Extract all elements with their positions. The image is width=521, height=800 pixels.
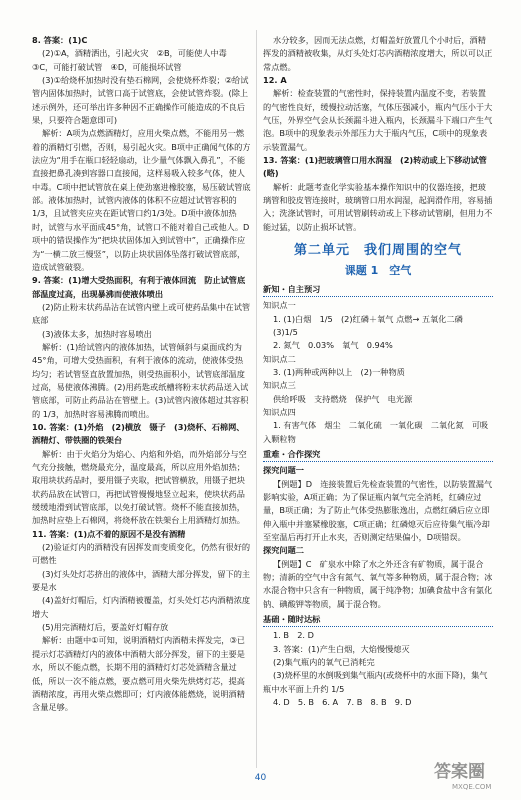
example-2: 【例题】C 矿泉水中除了水之外还含有矿物质，属于混合物；清新的空气中含有氮气、氧气等多种物质，属于混合物；冰水混合物中只含有一种物质，属于纯净物；加碘食盐中含有氯化钠、碘酸钾等物质，属于混合物。 (263, 558, 493, 609)
kp2-label: 知识点二 (263, 353, 296, 364)
answer-paragraph: 解析：此题考查化学实验基本操作知识中的仪器连接，把玻璃管和胶皮管连接时，玻璃管口用水润湿，起润滑作用，容易插入；洗涤试管时，可用试管刷转动或上下移动试管刷，但用力不能过猛，以防止损坏试管。 (263, 181, 493, 232)
watermark-logo: 答案圈 (434, 762, 485, 782)
section-basic (263, 613, 493, 627)
answer-item: (3)烧杯里的水倒吸到集气瓶内(或烧杯中的水面下降)，集气瓶中水平面上升约 1/5 (263, 670, 488, 694)
answer-paragraph: (3)灯头处灯芯挤出的液体中，酒精大部分挥发，留下的主要是水 (32, 568, 251, 593)
kp-item: 供给呼吸 支持燃烧 保护气 电光源 (273, 393, 413, 404)
answer-item: (2)集气瓶内的氧气已消耗完 (273, 657, 375, 668)
kp3-list (263, 393, 493, 406)
kp3-label: 知识点三 (263, 380, 296, 391)
kp1-list (263, 313, 493, 353)
section-key (263, 448, 493, 462)
kp2-list (263, 366, 493, 379)
kp-item: 1. (1)白烟 1/5 (2)红磷＋氧气 点燃→ 五氧化二磷 (273, 313, 463, 324)
answer-paragraph: 9. 答案：(1)增大受热面积，有利于液体回流 防止试管底部温度过高，出现暴沸而使液体喷出 (32, 275, 246, 299)
answer-paragraph: 水分较多，因而无法点燃，灯帽盖好放置几个小时后，酒精挥发的酒精被收集，从灯头处灯芯内酒精浓度增大，所以可以正常点燃。 (263, 35, 493, 72)
answer-paragraph: 12. A (263, 75, 287, 86)
unit-title: 第二单元 我们周围的空气 (293, 243, 462, 259)
right-column (263, 34, 493, 710)
answer-paragraph: (4)盖好灯帽后，灯内酒精被覆盖，灯头处灯芯内酒精浓度增大 (32, 595, 251, 619)
answer-paragraph: (2)①A，酒精洒出，引起火灾 ②B，可能使人中毒 ③C，可能打破试管 ④D，可能损坏试管 (32, 48, 236, 72)
answer-item: 3. 答案：(1)产生白烟，大焰慢慢熄灭 (273, 643, 410, 654)
kp4-list (263, 419, 493, 446)
answer-paragraph: 11. 答案：(1)点不着的原因不是没有酒精 (32, 528, 186, 539)
answer-paragraph: (3)①给烧杯加热时没有垫石棉网，会使烧杯炸裂；②给试管内固体加热时，试管口高于试管底，会使试管炸裂。(除上述示例外，还可举出许多种因不正确操作可能造成的不良后果，只要符合题意即可) (32, 75, 249, 126)
column-divider (256, 30, 257, 768)
basic-answers (263, 629, 493, 709)
lesson-title: 课题 1 空气 (344, 263, 412, 277)
kp4-label: 知识点四 (263, 406, 296, 417)
answer-paragraph: 13. 答案：(1)把玻璃管口用水润湿 (2)转动或上下移动试管(略) (263, 155, 487, 179)
answer-paragraph: (2)防止粉末状药品沾在试管内壁上或可使药品集中在试管底部 (32, 301, 251, 326)
watermark-url: MXQE.COM (452, 783, 492, 791)
answer-paragraph: 解析：由题中①可知，说明酒精灯内酒精未挥发完，③已提示灯芯酒精灯内的液体中酒精大部分挥发，留下的主要是水，所以不能点燃，长期不用的酒精灯灯芯处酒精含量过低，所以一次不能点燃，要点燃可用火柴先烘烤灯芯，提高酒精浓度，再用火柴点燃即可；灯内液体能燃烧，说明酒精含量足够。 (32, 635, 245, 713)
answer-paragraph: (5)用完酒精灯后，要盖好灯帽存放 (42, 622, 169, 633)
section-new (263, 283, 493, 297)
answer-paragraph: 10. 答案：(1)外焰 (2)横放 镊子 (3)烧杯、石棉网、酒精灯、带铁圈的铁架台 (32, 421, 245, 446)
answer-paragraph: 8. 答案：(1)C (32, 35, 88, 45)
kp-item: (3)1/5 (273, 326, 298, 337)
page-number-text: 40 (254, 773, 267, 783)
answer-paragraph: 解析：检查装置的气密性时，保持装置内温度不变，若装置的气密性良好，缓慢拉动活塞，气体压强减小，瓶内气压小于大气压，外界空气会从长颈漏斗进入瓶内，长颈漏斗下端口产生气泡。B项中的现象表示外部压力大于瓶内气压，C项中的现象表示装置漏气。 (263, 88, 493, 152)
right-column-answers (263, 34, 493, 234)
answer-item: 4. D 5. B 6. A 7. B 8. B 9. D (273, 697, 412, 708)
answer-paragraph: 解析：A项为点燃酒精灯，应用火柴点燃，不能用另一燃着的酒精灯引燃，否则，易引起火灾。B项中正确闻气体的方法应为“用手在瓶口轻轻扇动，让少量气体飘入鼻孔”，不能直接把鼻孔凑到容器口直接闻，这样易吸入较多气体，使人中毒。C项中把试管放在桌上使劲塞进橡胶塞，易压破试管底部。液体加热时，试管内液体的体积不应超过试管容积的1/3，且试管夹应夹在距试管口约1/3处。D项中液体加热时，试管与水平面成45°角，试管口不能对着自己或他人。D项中的错误操作为“把块状固体加入到试管中”，正确操作应为“一横二放三慢竖”，以防止块状固体坠落打破试管底部，造成试管破裂。 (32, 128, 251, 272)
example-1: 【例题】D 连接装置后先检查装置的气密性，以防装置漏气影响实验，A项正确；为了保证瓶内氧气完全消耗，红磷应过量，B项正确；为了防止气体受热膨胀逸出，点燃红磷后应立即伸入瓶中并塞紧橡胶塞，C项正确；红磷熄灭后应待集气瓶冷却至室温后再打开止水夹，否则测定结果偏小，D项错误。 (263, 478, 493, 543)
kp-item: 3. (1)两种或两种以上 (2)一种物质 (273, 366, 405, 377)
answer-paragraph: (3)液体太多，加热时容易喷出 (42, 328, 152, 339)
kp-item: 1. 有害气体 烟尘 二氧化硫 一氧化碳 二氧化氮 可吸入颗粒物 (263, 420, 489, 444)
answer-paragraph: (2)验证灯内的酒精没有因挥发而变质变化，仍然有很好的可燃性 (32, 542, 251, 566)
left-column (32, 34, 251, 715)
section-basic-label: 基础・随时达标 (263, 614, 321, 625)
q2-label: 探究问题二 (263, 545, 304, 556)
answer-item: 1. B 2. D (273, 630, 314, 641)
q1-label: 探究问题一 (263, 465, 304, 476)
answer-paragraph: 解析：由于火焰分为焰心、内焰和外焰，而外焰部分与空气充分接触，燃烧最充分，温度最高，所以应用外焰加热；取用块状药品时，要用镊子夹取，把试管横放，用镊子把块状药品放在试管口，再把试管慢慢地竖立起来，使块状药品缓缓地滑到试管底部，以免打破试管。烧杯不能直接加热，加热时应垫上石棉网，将烧杯放在铁架台上用酒精灯加热。 (32, 448, 247, 526)
answer-paragraph: 解析：(1)给试管内的液体加热，试管倾斜与桌面成约为45°角，可增大受热面积，有利于液体的流动，使液体受热均匀；若试管竖直放置加热，则受热面积小，试管底部温度过高，易使液体沸腾。(2)用药匙或纸槽将粉末状药品送入试管底部，可防止药品沾在管壁上。(3)试管内液体超过其容积的 1/3，加热时容易沸腾而喷出。 (32, 341, 249, 419)
kp-item: 2. 氮气 0.03% 氧气 0.94% (273, 340, 393, 351)
kp1-label: 知识点一 (263, 300, 296, 311)
section-key-label: 重难・合作探究 (263, 448, 321, 459)
section-new-label: 新知・自主预习 (263, 283, 321, 294)
